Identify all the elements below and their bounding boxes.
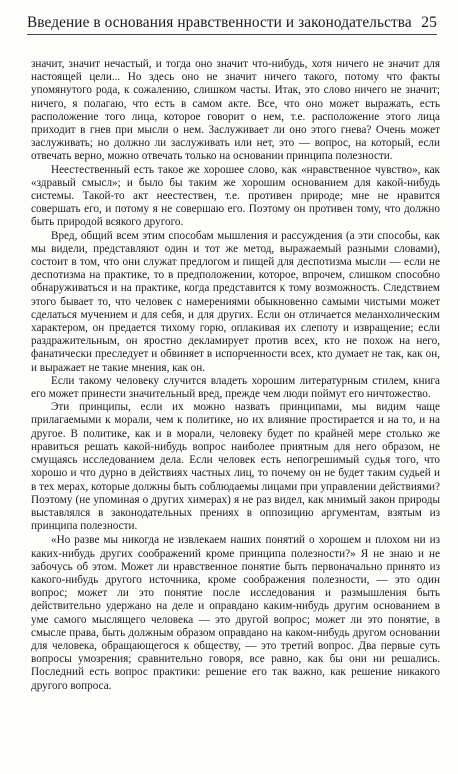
- paragraph-unnatural: Неестественный есть такое же хорошее слово, как «нравственное чувство», как «здравый смысл»; и было бы таким же хорошим основанием для какой-нибудь системы. Такой-то акт неестествен, т.е. противен природе; мне не нравится совершать его, и потому я не совершаю его. Поэтому он противен тому, что должно быть природой всякого другого.: [31, 163, 440, 229]
- paragraph-continued: значит, значит нечастый, и тогда оно значит что-нибудь, хотя ничего не значит для настоящей цели... Но здесь оно не значит ничего такого, потому что факты упомянутого рода, к сожалению, слишком часты. Итак, это слово ничего не значит; ничего, я полагаю, что есть в самом акте. Все, что оно может выражать, есть расположение того лица, которое говорит о нем, т.е. расположение этого лица приходит в гнев при мысли о нем. Заслуживает ли оно этого гнева? Очень может заслуживать; но должно ли заслуживать или нет, это — вопрос, на который, если отвечать верно, можно отвечать только на основании принципа полезности.: [31, 58, 440, 163]
- paragraph-literary-style: Если такому человеку случится владеть хорошим литературным стилем, книга его может принести значительный вред, прежде чем люди поймут его ничтожество.: [31, 374, 440, 401]
- page-number: 25: [421, 14, 437, 31]
- paragraph-politics: Эти принципы, если их можно назвать принципами, мы видим чаще прилагаемыми к морали, чем к политике, но их влияние простирается и на то, и на другое. В политике, как и в морали, человеку будет по крайней мере столько же нравиться решать какой-нибудь вопрос наиболее приятным для него образом, не смущаясь исследованием дела. Если человек есть непогрешимый судья того, что хорошо и что дурно в действиях частных лиц, то почему он не будет таким судьей и в тех мерах, которые должны быть соблюдаемы лицами при управлении действиями? Поэтому (не упоминая о других химерах) я не раз видел, как мнимый закон природы выставлялся в законодательных прениях в оппозицию аргументам, взятым из принципа полезности.: [31, 401, 440, 533]
- paragraph-harm: Вред, общий всем этим способам мышления и рассуждения (а эти способы, как мы видели, представляют один и тот же метод, выражаемый разными словами), состоит в том, что они служат предлогом и пищей для деспотизма мысли — если не деспотизма на практике, то в предположении, которое, впрочем, слишком способно обнаруживаться и на практике, когда представится к тому возможность. Следствием этого бывает то, что человек с намерениями обыкновенно самыми чистыми может сделаться мучением и для себя, и для других. Если он отличается меланхолическим характером, он предается тихому горю, оплакивая их слепоту и извращение; если раздражительным, он яростно декламирует против всех, кто не похож на него, фанатически преследует и обвиняет в испорченности всех, кто думает не так, как он, и выражает не такие мнения, как он.: [31, 229, 440, 374]
- paragraph-question: «Но разве мы никогда не извлекаем наших понятий о хорошем и плохом ни из каких-нибудь других соображений кроме принципа полезности?» Я не знаю и не забочусь об этом. Может ли нравственное понятие быть первоначально принято из какого-нибудь другого источника, кроме соображения полезности, — это один вопрос; может ли это понятие после исследования и размышления быть действительно удержано на деле и оправдано каким-нибудь другим основанием в уме самого мыслящего человека — это другой вопрос; может ли это понятие, в смысле права, быть должным образом оправдано на каком-нибудь другом основании для человека, обращающегося к обществу, — это третий вопрос. Два первые суть вопросы умозрения; сравнительно говоря, все равно, как бы они ни решались. Последний есть вопрос практики: решение его так важно, как решение никакого другого вопроса.: [31, 534, 440, 692]
- running-head: [27, 10, 437, 35]
- body-text: [31, 58, 440, 693]
- running-head-title: Введение в основания нравственности и законодательства: [27, 14, 412, 31]
